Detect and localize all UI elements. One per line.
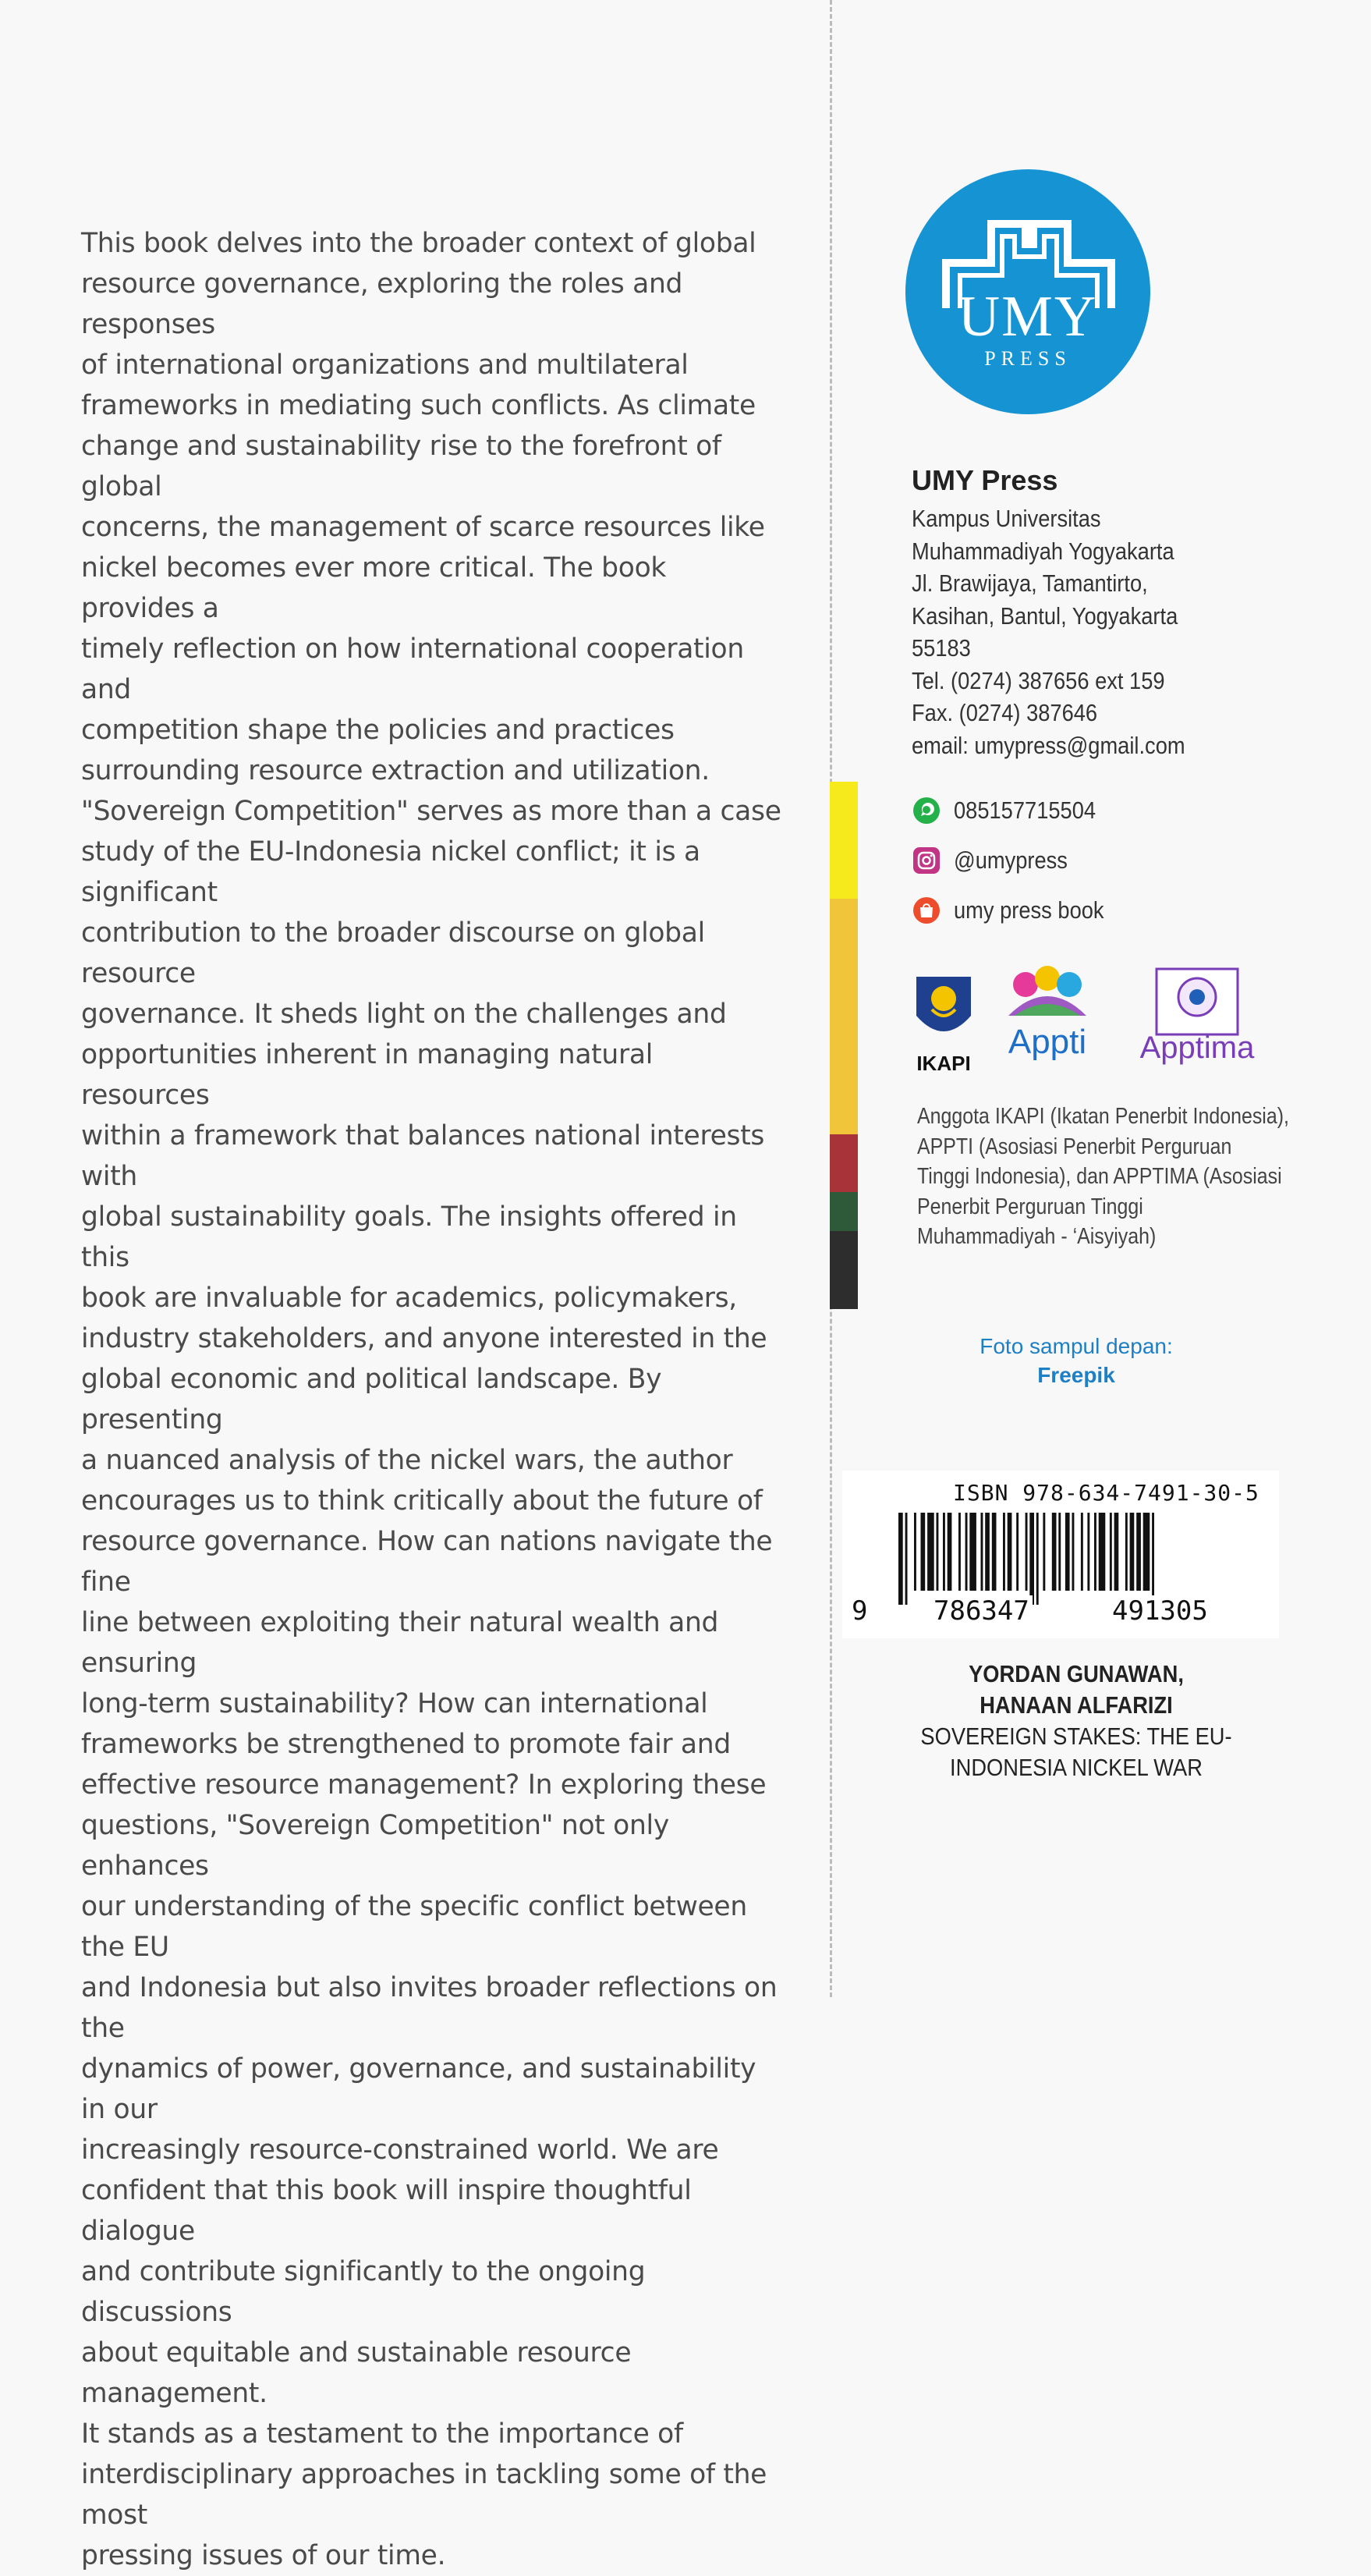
barcode-bar [927, 1513, 934, 1591]
barcode-bar [1065, 1513, 1070, 1591]
blurb-line: "Sovereign Competition" serves as more than a case [81, 796, 781, 827]
barcode-bar [1008, 1513, 1012, 1591]
member-logos [909, 961, 1267, 1078]
membership-line: Muhammadiyah - ‘Aisyiyah) [917, 1224, 1157, 1249]
membership-statement [917, 1102, 1354, 1252]
barcode-bar [969, 1513, 976, 1591]
credit-label: Foto sampul depan: [980, 1334, 1173, 1358]
isbn-barcode-block [842, 1471, 1279, 1638]
color-stripe-black [830, 1231, 858, 1309]
book-title-line: SOVEREIGN STAKES: THE EU- [920, 1723, 1232, 1750]
blurb-line: governance. It sheds light on the challenges and [81, 999, 727, 1030]
color-stripe-red [830, 1134, 858, 1192]
color-stripe-yellow [830, 782, 858, 899]
barcode-bar [981, 1513, 983, 1591]
author-title-block [897, 1659, 1256, 1783]
blurb-line: dynamics of power, governance, and sustainability in our [81, 2053, 756, 2125]
barcode-bar [1043, 1513, 1045, 1591]
publisher-info [912, 460, 1302, 761]
blurb-line: frameworks be strengthened to promote fair and [81, 1729, 731, 1760]
author-name: YORDAN GUNAWAN, [969, 1660, 1184, 1687]
membership-line: APPTI (Asosiasi Penerbit Perguruan [917, 1134, 1232, 1159]
blurb-line: and Indonesia but also invites broader reflections on the [81, 1972, 778, 2044]
blurb-line: surrounding resource extraction and utilization. [81, 755, 710, 786]
address-line: Kampus Universitas [912, 505, 1101, 532]
color-stripe-gold [830, 899, 858, 1134]
barcode-bar [921, 1513, 926, 1591]
address-line: Kasihan, Bantul, Yogyakarta [912, 601, 1178, 630]
barcode-bar [1072, 1513, 1075, 1591]
blurb-line: study of the EU-Indonesia nickel conflict; it is a significant [81, 836, 700, 908]
barcode-bar [1136, 1513, 1141, 1591]
barcode [898, 1513, 1257, 1605]
barcode-left-digits: 786347 [930, 1595, 1033, 1627]
blurb-line: This book delves into the broader context of global [81, 228, 756, 259]
barcode-bar [1087, 1513, 1089, 1591]
barcode-bar [943, 1513, 945, 1591]
author-name: HANAAN ALFARIZI [980, 1691, 1173, 1719]
social-contacts [912, 786, 1125, 935]
barcode-bar [898, 1513, 903, 1605]
blurb-line: resource governance, exploring the roles and responses [81, 268, 683, 340]
blurb-line: and contribute significantly to the ongoing discussions [81, 2256, 646, 2328]
apptima-logo [1140, 969, 1255, 1065]
barcode-bar [985, 1513, 990, 1591]
membership-line: Anggota IKAPI (Ikatan Penerbit Indonesia), [917, 1104, 1289, 1129]
blurb-line: resource governance. How can nations navigate the fine [81, 1526, 773, 1598]
book-title-line: INDONESIA NICKEL WAR [950, 1754, 1203, 1781]
barcode-bar [1052, 1513, 1057, 1591]
barcode-bar [1143, 1513, 1150, 1591]
instagram-handle: @umypress [954, 846, 1068, 874]
color-stripe-green [830, 1192, 858, 1231]
apptima-label: Apptima [1139, 1031, 1255, 1065]
blurb-line: frameworks in mediating such conflicts. As climate [81, 390, 756, 421]
blurb-text [81, 223, 783, 2576]
blurb-line: concerns, the management of scarce resources like [81, 512, 765, 543]
blurb-line: It stands as a testament to the importance of [81, 2418, 683, 2450]
barcode-bar [1094, 1513, 1096, 1591]
barcode-bar [1029, 1513, 1034, 1605]
blurb-line: pressing issues of our time. [81, 2540, 446, 2571]
blurb-line: book are invaluable for academics, policymakers, [81, 1283, 737, 1314]
umy-press-logo [905, 169, 1150, 414]
whatsapp-icon [912, 796, 941, 825]
blurb-line: increasingly resource-constrained world. We are [81, 2134, 719, 2166]
social-row-shop [912, 885, 1125, 935]
credit-source: Freepik [1037, 1363, 1115, 1387]
appti-logo [1008, 966, 1086, 1061]
barcode-bar [937, 1513, 939, 1591]
blurb-line: a nuanced analysis of the nickel wars, the author [81, 1445, 733, 1476]
ikapi-logo [916, 977, 971, 1075]
publisher-name: UMY Press [912, 464, 1058, 496]
barcode-bar [1114, 1513, 1119, 1591]
blurb-line: global economic and political landscape. By presenting [81, 1364, 662, 1435]
blurb-line: our understanding of the specific conflict between the EU [81, 1891, 747, 1963]
phone-line: Tel. (0274) 387656 ext 159 [912, 666, 1165, 694]
barcode-bar [1152, 1513, 1154, 1605]
address-line: Muhammadiyah Yogyakarta [912, 537, 1174, 565]
barcode-bar [914, 1513, 916, 1591]
instagram-icon [912, 846, 941, 875]
social-row-instagram [912, 836, 1125, 885]
blurb-line: global sustainability goals. The insights offered in this [81, 1201, 737, 1273]
blurb-line: within a framework that balances national interests with [81, 1120, 765, 1192]
isbn-number: ISBN 978-634-7491-30-5 [953, 1480, 1259, 1506]
barcode-bar [1016, 1513, 1019, 1591]
barcode-bar [992, 1513, 997, 1591]
blurb-line: contribution to the broader discourse on global resource [81, 917, 705, 989]
address-line: Jl. Brawijaya, Tamantirto, [912, 569, 1148, 597]
address-line: 55183 [912, 634, 971, 662]
blurb-line: change and sustainability rise to the forefront of global [81, 431, 721, 502]
blurb-line: line between exploiting their natural wealth and ensuring [81, 1607, 719, 1679]
barcode-bar [948, 1513, 952, 1591]
barcode-lead-digit: 9 [848, 1595, 870, 1627]
blurb-line: timely reflection on how international cooperation and [81, 633, 744, 705]
blurb-line: industry stakeholders, and anyone interested in the [81, 1323, 767, 1354]
barcode-bar [1099, 1513, 1106, 1591]
blurb-line: long-term sustainability? How can international [81, 1688, 708, 1719]
social-row-whatsapp [912, 786, 1125, 836]
barcode-bar [958, 1513, 961, 1591]
blurb-line: effective resource management? In exploring these [81, 1769, 767, 1801]
cover-photo-credit [928, 1332, 1224, 1389]
blurb-line: nickel becomes ever more critical. The book provides a [81, 552, 667, 624]
barcode-bar [1130, 1513, 1135, 1591]
blurb-line: questions, "Sovereign Competition" not only enhances [81, 1810, 669, 1882]
appti-label: Appti [1008, 1023, 1087, 1061]
blurb-line: of international organizations and multilateral [81, 349, 689, 381]
email-line: email: umypress@gmail.com [912, 731, 1185, 759]
barcode-bar [1036, 1513, 1039, 1605]
ikapi-label: IKAPI [916, 1052, 971, 1075]
barcode-bar [1125, 1513, 1128, 1591]
barcode-right-digits: 491305 [1109, 1595, 1211, 1627]
membership-line: Tinggi Indonesia), dan APPTIMA (Asosiasi [917, 1164, 1282, 1189]
blurb-line: about equitable and sustainable resource management. [81, 2337, 632, 2409]
barcode-bar [1058, 1513, 1061, 1591]
barcode-bar [1026, 1513, 1028, 1591]
blurb-line: encourages us to think critically about the future of [81, 1485, 763, 1517]
shop-icon [912, 896, 941, 925]
whatsapp-number: 085157715504 [954, 797, 1096, 824]
blurb-line: opportunities inherent in managing natural resources [81, 1039, 653, 1111]
barcode-bar [965, 1513, 968, 1591]
barcode-bar [905, 1513, 908, 1605]
blurb-line: interdisciplinary approaches in tackling some of the most [81, 2459, 767, 2531]
blurb-line: competition shape the policies and practices [81, 715, 675, 746]
logo-subtitle: PRESS [984, 347, 1072, 370]
logo-wordmark: UMY [958, 285, 1098, 349]
fax-line: Fax. (0274) 387646 [912, 699, 1098, 726]
membership-line: Penerbit Perguruan Tinggi [917, 1194, 1143, 1219]
barcode-bar [1110, 1513, 1112, 1591]
blurb-line: confident that this book will inspire thoughtful dialogue [81, 2175, 692, 2247]
barcode-bar [1081, 1513, 1083, 1591]
barcode-bar [1003, 1513, 1005, 1591]
shop-name: umy press book [954, 896, 1104, 924]
